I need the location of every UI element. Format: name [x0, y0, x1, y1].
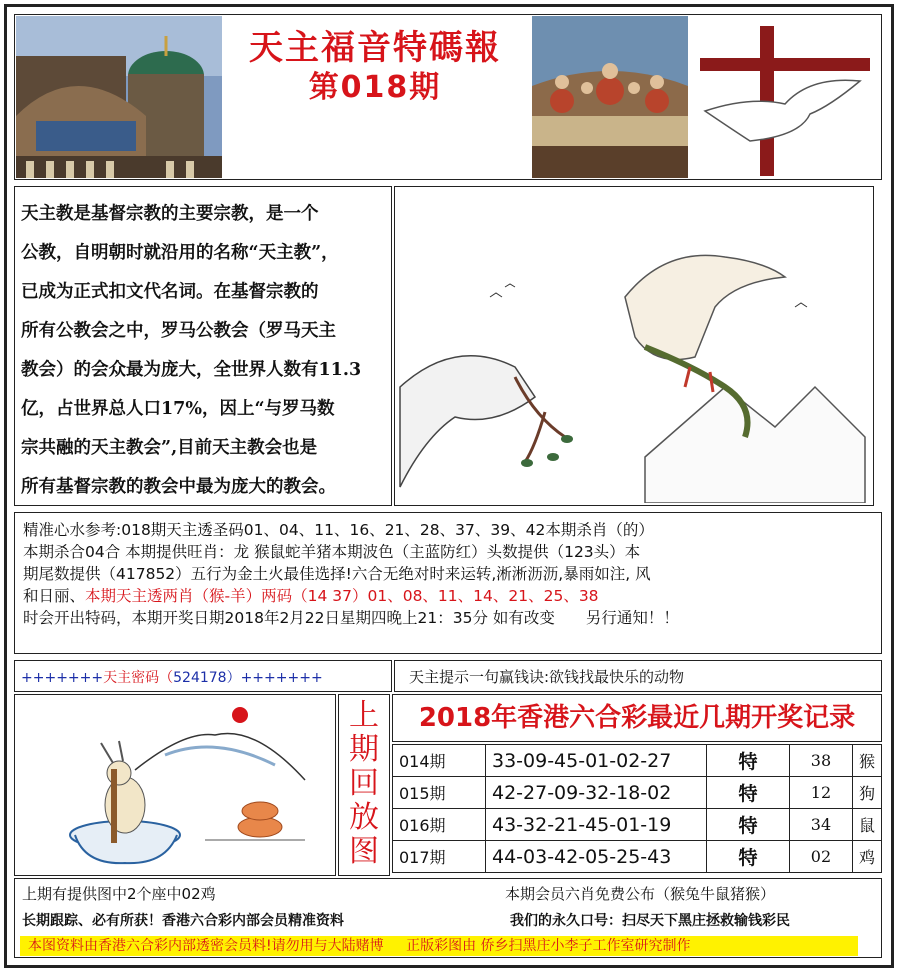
issue-cell: 017期 [393, 841, 486, 873]
footer-right-1: 本期会员六肖免费公布（猴兔牛鼠猪猴） [505, 885, 776, 903]
notes-line [23, 585, 873, 607]
special-number-cell: 38 [789, 745, 852, 777]
special-number-cell: 12 [789, 777, 852, 809]
table-row [393, 841, 882, 873]
notes-text: 和日丽、 [23, 587, 86, 605]
numbers-cell: 43-32-21-45-01-19 [485, 809, 706, 841]
intro-line: 所有基督宗教的教会中最为庞大的教会。 [21, 477, 336, 497]
banner-right-text: 正版彩图由 侨乡扫黑庄小李子工作室研究制作 [406, 938, 691, 954]
issue-number: 第018期 [308, 70, 442, 105]
special-label-cell: 特 [706, 745, 789, 777]
issue-cell: 014期 [393, 745, 486, 777]
secret-code-value: 524178 [173, 670, 227, 686]
table-row [393, 777, 882, 809]
plus-decoration: ）+++++++ [226, 670, 323, 686]
zodiac-cell: 猴 [852, 745, 881, 777]
replay-char: 放 [349, 800, 379, 835]
replay-illustration [14, 694, 336, 876]
intro-paragraph [21, 195, 385, 507]
zodiac-cell: 鼠 [852, 809, 881, 841]
cathedral-photo [16, 16, 222, 178]
replay-char: 上 [349, 698, 379, 733]
last-supper-painting [532, 16, 688, 178]
header-title-block [225, 28, 525, 108]
intro-line: 教会）的会众最为庞大，全世界人数有11.3 [21, 360, 362, 380]
notes-line: 精准心水参考:018期天主透圣码01、04、11、16、21、28、37、39、42本期杀肖（的） [23, 521, 654, 539]
issue-cell: 015期 [393, 777, 486, 809]
hint-bar [394, 660, 882, 692]
replay-char: 回 [349, 766, 379, 801]
footer-right-2: 我们的永久口号：扫尽天下黑庄拯救输钱彩民 [510, 913, 790, 929]
intro-text-panel [14, 186, 392, 506]
secret-code-bar [14, 660, 392, 692]
intro-line: 天主教是基督宗教的主要宗教，是一个 [21, 204, 319, 224]
footer-left-2: 长期跟踪、必有所获！香港六合彩内部会员精准资料 [22, 913, 344, 929]
zodiac-cell: 鸡 [852, 841, 881, 873]
replay-label-column [338, 694, 390, 876]
highlighted-prediction: 本期天主透两肖（猴-羊）两码（14 37）01、08、11、14、21、25、38 [85, 587, 599, 605]
replay-char: 期 [349, 732, 379, 767]
notes-line: 本期杀合04合 本期提供旺肖：龙 猴鼠蛇羊猪本期波色（主蓝防红）头数提供（123头）本 [23, 543, 641, 561]
table-row [393, 809, 882, 841]
notes-line: 时会开出特码，本期开奖日期2018年2月22日星期四晚上21：35分 如有改变 另行通知！！ [23, 609, 679, 627]
special-number-cell: 02 [789, 841, 852, 873]
cross-dove-illustration [690, 16, 880, 178]
hint-text: 天主提示一句赢钱诀:欲钱找最快乐的动物 [409, 668, 685, 686]
special-label-cell: 特 [706, 841, 789, 873]
intro-line: 所有公教会之中，罗马公教会（罗马天主 [21, 321, 336, 341]
intro-line: 宗共融的天主教会”,目前天主教会也是 [21, 438, 318, 458]
numbers-cell: 33-09-45-01-02-27 [485, 745, 706, 777]
prediction-notes [14, 512, 882, 654]
plus-decoration: +++++++ [21, 670, 104, 686]
intro-line: 已成为正式扣文代名词。在基督宗教的 [21, 282, 319, 302]
issue-cell: 016期 [393, 809, 486, 841]
records-title: 2018年香港六合彩最近几期开奖记录 [418, 703, 856, 733]
eagle-snake-illustration [394, 186, 874, 506]
banner-left-text: 本图资料由香港六合彩内部透密会员料!请勿用与大陆赌博 [28, 938, 384, 954]
zodiac-cell: 狗 [852, 777, 881, 809]
numbers-cell: 44-03-42-05-25-43 [485, 841, 706, 873]
intro-line: 亿，占世界总人口17%，因上“与罗马数 [21, 399, 335, 419]
special-number-cell: 34 [789, 809, 852, 841]
secret-code-label: 天主密码（ [103, 670, 174, 686]
special-label-cell: 特 [706, 809, 789, 841]
table-row [393, 745, 882, 777]
special-label-cell: 特 [706, 777, 789, 809]
notes-line: 期尾数提供（417852）五行为金土火最佳选择!六合无绝对时来运转,淅淅沥沥,暴雨如注, 风 [23, 565, 651, 583]
intro-line: 公教，自明朝时就沿用的名称“天主教”， [21, 243, 339, 263]
footer-banner [20, 936, 858, 956]
footer-left-1: 上期有提供图中2个座中02鸡 [22, 885, 216, 903]
page-title: 天主福音特碼報 [249, 28, 501, 68]
records-title-bar [392, 694, 882, 742]
numbers-cell: 42-27-09-32-18-02 [485, 777, 706, 809]
records-table [392, 744, 882, 873]
replay-char: 图 [349, 834, 379, 869]
